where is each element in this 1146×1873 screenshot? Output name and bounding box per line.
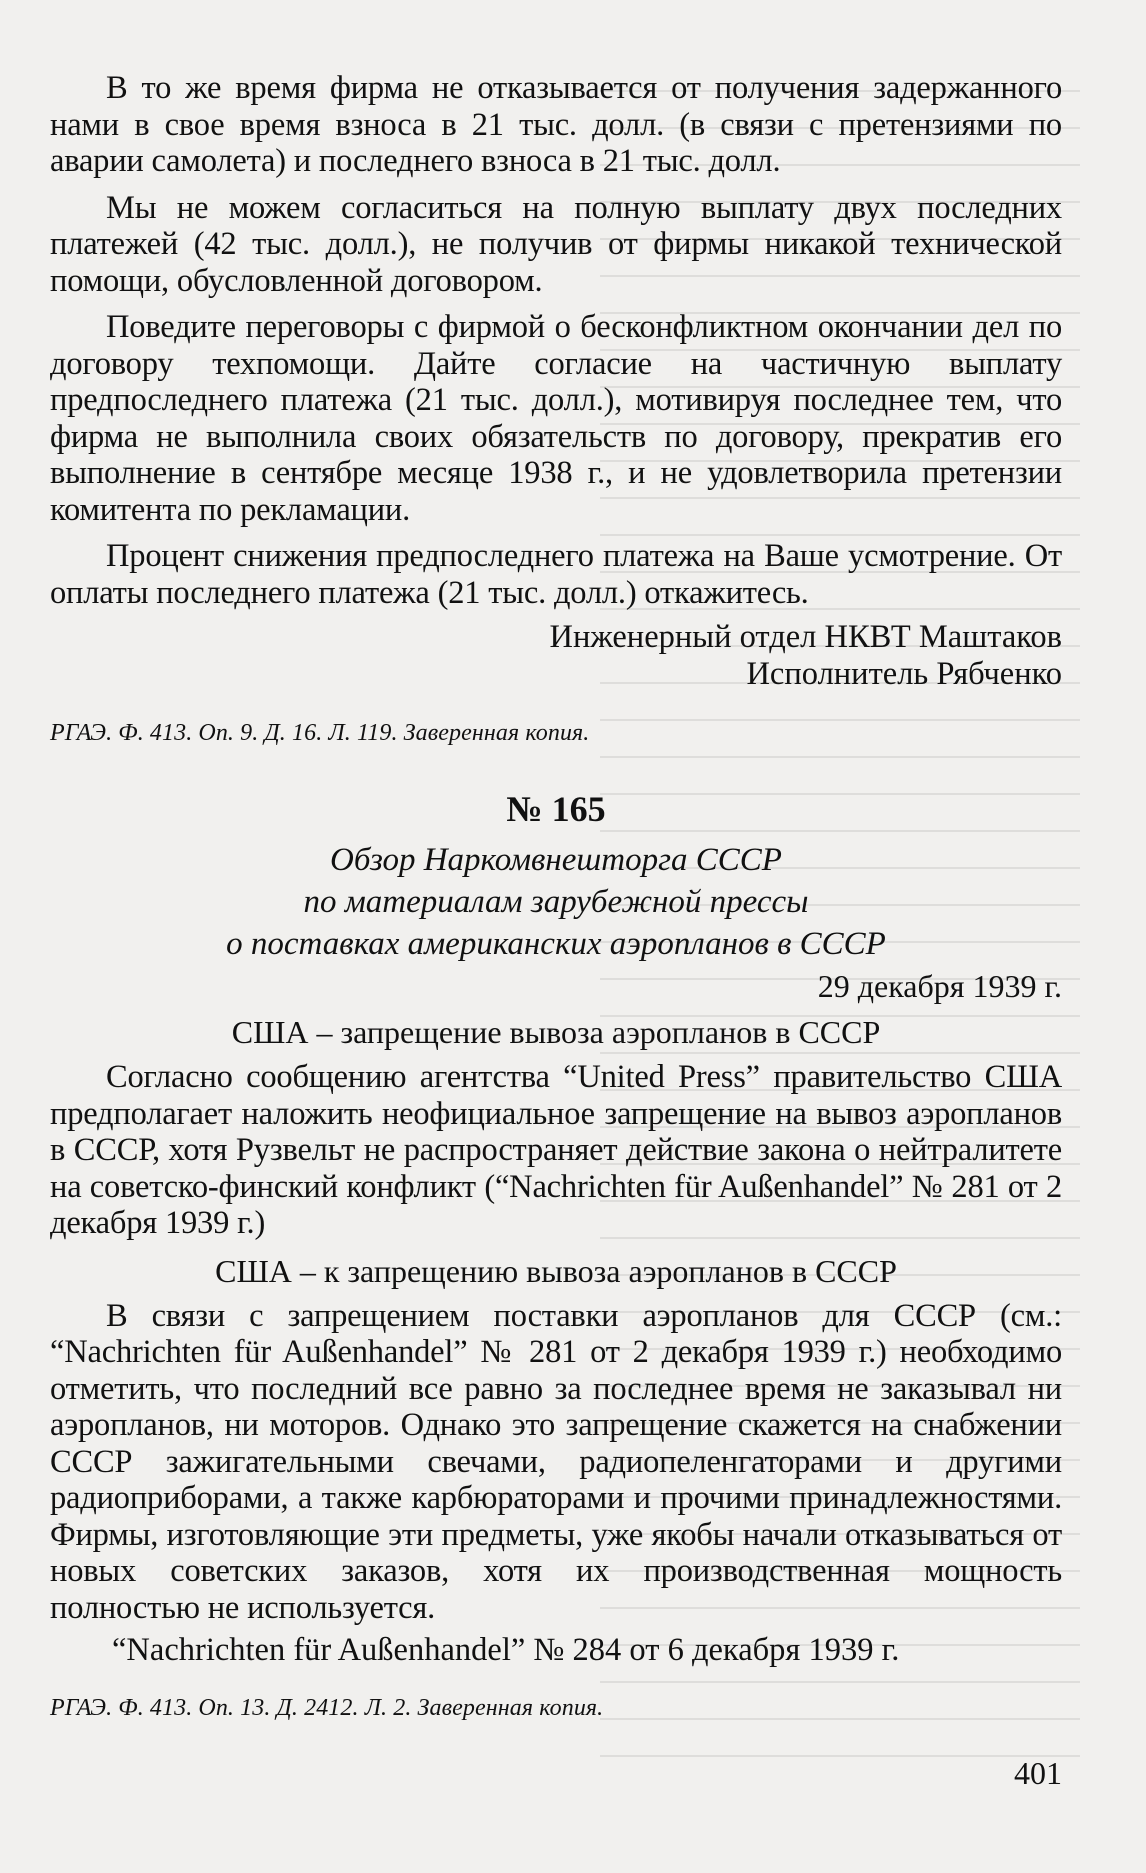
section-1-heading: США – запрещение вывоза аэропланов в СССР bbox=[231, 1014, 881, 1050]
paragraph-no-full-payment: Мы не можем согласиться на полную выплату двух последних платежей (42 тыс. долл.), не получив от фирмы никакой технической помощи, обусловленной договором. bbox=[50, 189, 1062, 299]
signature-engineering-department: Инженерный отдел НКВТ Маштаков bbox=[549, 619, 1062, 655]
paragraph-payment-reduction: Процент снижения предпоследнего платежа на Ваше усмотрение. От оплаты последнего платежа (21 тыс. долл.) откажитесь. bbox=[50, 538, 1062, 611]
section-2-citation: “Nachrichten für Außenhandel” № 284 от 6 декабря 1939 г. bbox=[112, 1632, 900, 1668]
document-page bbox=[50, 70, 1062, 1830]
document-title-line-3: о поставках американских аэропланов в СССР bbox=[226, 926, 886, 962]
document-number: № 165 bbox=[506, 789, 606, 829]
section-2-text: В связи с запрещением поставки аэропланов для СССР (см.: “Nachrichten für Außenhandel” № 281 от 2 декабря 1939 г.) необходимо отметить, что последний все равно за последнее время не заказывал ни аэропланов, ни моторов. Однако это запрещение скажется на снабжении СССР зажигательными свечами, радиопеленгаторами и другими радиоприборами, а также карбюраторами и прочими принадлежностями. Фирмы, изготовляющие эти предметы, уже якобы начали отказываться от новых советских заказов, хотя их производственная мощность полностью не используется. bbox=[50, 1297, 1062, 1626]
page-number: 401 bbox=[1014, 1755, 1062, 1791]
paragraph-negotiation-instructions: Поведите переговоры с фирмой о бесконфликтном окончании дел по договору техпомощи. Дайте согласие на частичную выплату предпоследнего платежа (21 тыс. долл.), мотивируя последнее тем, что фирма не выполнила своих обязательств по договору, прекратив его выполнение в сентябре месяце 1938 г., и не удовлетворила претензии комитента по рекламации. bbox=[50, 309, 1062, 528]
section-1-text: Согласно сообщению агентства “United Press” правительство США предполагает наложить неофициальное запрещение на вывоз аэропланов в СССР, хотя Рузвельт не распространяет действие закона о нейтралитете на советско-финский конфликт (“Nachrichten für Außenhandel” № 281 от 2 декабря 1939 г.) bbox=[50, 1059, 1062, 1241]
archive-source-2: РГАЭ. Ф. 413. Оп. 13. Д. 2412. Л. 2. Заверенная копия. bbox=[50, 1695, 604, 1721]
section-2-heading: США – к запрещению вывоза аэропланов в СССР bbox=[215, 1252, 897, 1289]
document-title-line-1: Обзор Наркомвнешторга СССР bbox=[330, 842, 782, 878]
document-title-line-2: по материалам зарубежной прессы bbox=[303, 884, 809, 920]
document-date: 29 декабря 1939 г. bbox=[817, 968, 1062, 1004]
paragraph-payment-refusal: В то же время фирма не отказывается от получения задержанного нами в свое время взноса в 21 тыс. долл. (в связи с претензиями по аварии самолета) и последнего взноса в 21 тыс. долл. bbox=[50, 70, 1062, 179]
signature-executor: Исполнитель Рябченко bbox=[746, 656, 1062, 692]
archive-source-1: РГАЭ. Ф. 413. Оп. 9. Д. 16. Л. 119. Заверенная копия. bbox=[50, 720, 590, 746]
